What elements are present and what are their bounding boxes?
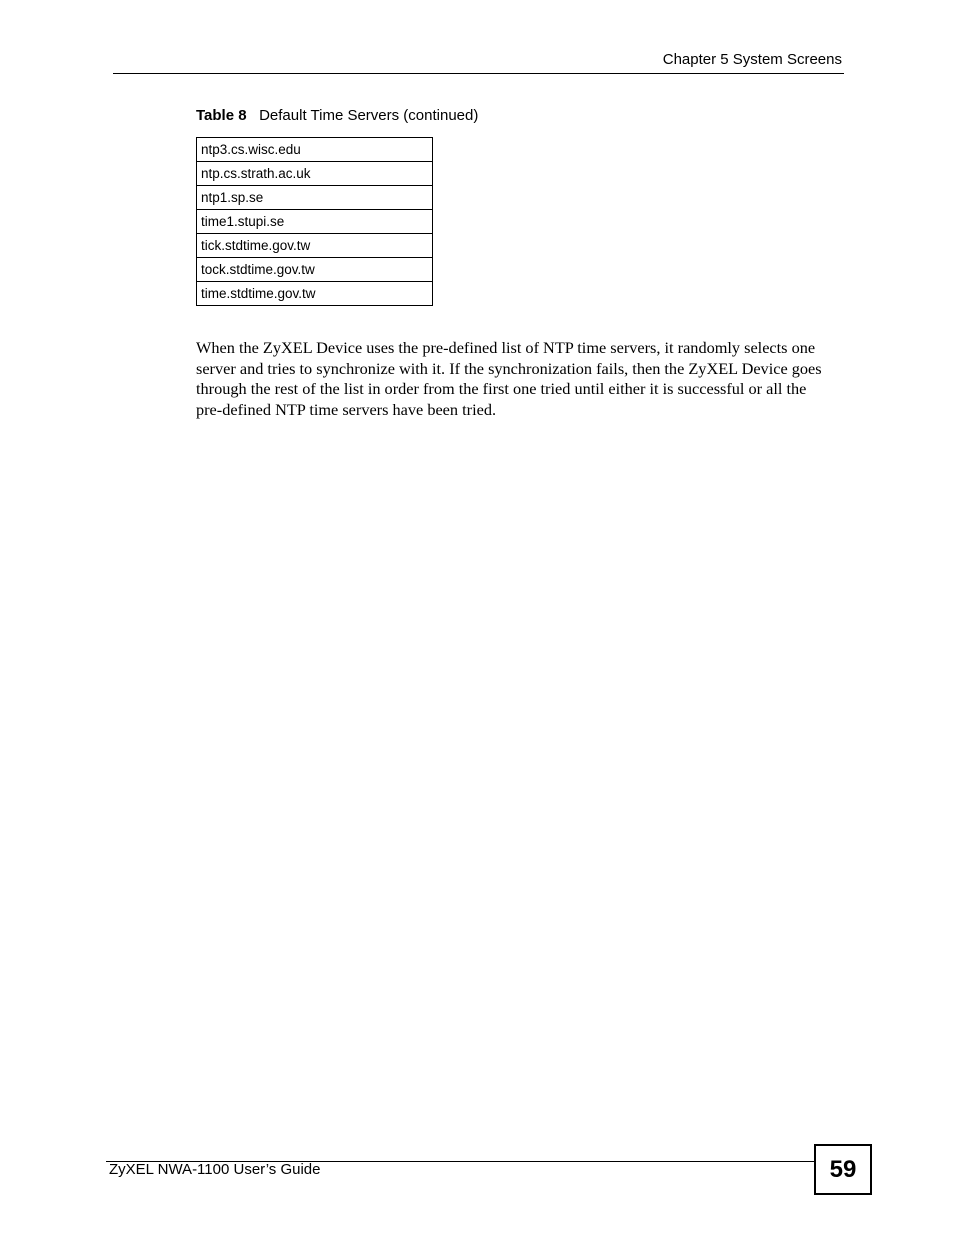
header-rule [113,73,844,74]
time-servers-table [196,137,433,306]
table-row [197,234,433,258]
table-row [197,162,433,186]
table-caption [196,107,478,124]
server-cell: tick.stdtime.gov.tw [197,234,433,258]
server-cell: ntp1.sp.se [197,186,433,210]
table-row [197,282,433,306]
body-paragraph: When the ZyXEL Device uses the pre-defined list of NTP time servers, it randomly selects one server and tries to synchronize with it. If the synchronization fails, then the ZyXEL Device goes through the rest of the list in order from the first one tried until either it is successful or all the pre-defined NTP time servers have been tried. [196,338,822,419]
table-row [197,210,433,234]
guide-title: ZyXEL NWA-1100 User’s Guide [109,1161,321,1178]
table-title: Default Time Servers (continued) [259,107,479,124]
server-cell: time1.stupi.se [197,210,433,234]
page-number: 59 [814,1144,872,1195]
server-cell: ntp3.cs.wisc.edu [197,138,433,162]
server-cell: time.stdtime.gov.tw [197,282,433,306]
table-row [197,186,433,210]
chapter-header: Chapter 5 System Screens [662,51,842,68]
table-row [197,138,433,162]
table-row [197,258,433,282]
table-label: Table 8 [196,107,247,124]
server-cell: tock.stdtime.gov.tw [197,258,433,282]
server-cell: ntp.cs.strath.ac.uk [197,162,433,186]
